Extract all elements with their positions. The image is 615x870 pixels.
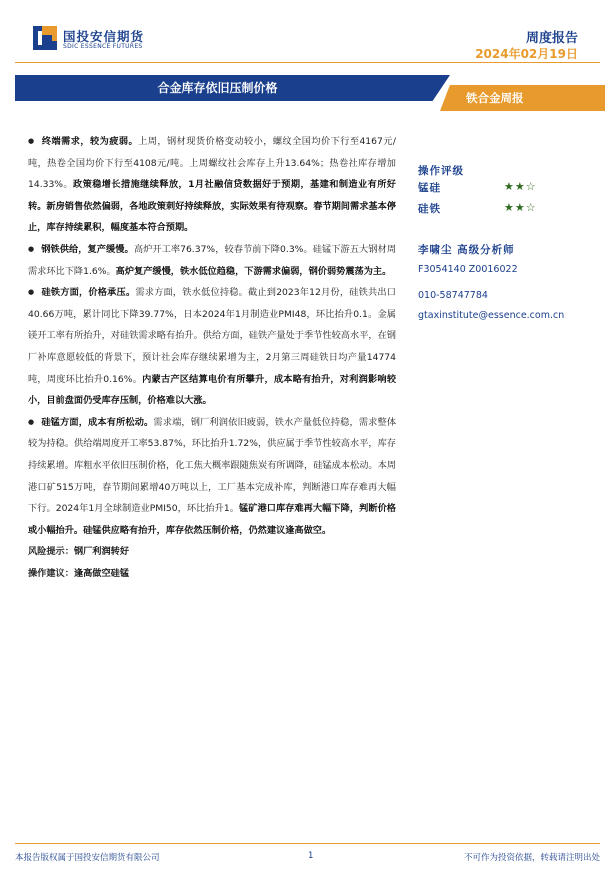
analyst-certificates: F3054140 Z0016022 [418,264,518,275]
sidebar [418,163,608,321]
logo-mark-icon [33,26,57,50]
contact-phone: 010-58747784 [418,290,488,301]
footer-disclaimer: 不可作为投资依据，转载请注明出处 [463,853,600,863]
category-tag: 铁合金周报 [466,91,524,105]
star-rating-icon: ★★☆ [504,201,537,214]
report-title: 合金库存依旧压制价格 [157,81,278,95]
logo-english-text: SDIC ESSENCE FUTURES [63,43,143,50]
star-rating-icon: ★★☆ [504,180,537,193]
rating-title: 操作评级 [418,165,464,177]
section-conclusion: 锰矿港口库存难再大幅下降，判断价格或小幅抬升。硅锰供应略有抬升，库存依然压制价格，仍然建议逢高做空。 [28,503,396,536]
contact-email[interactable]: gtaxinstitute@essence.com.cn [418,310,565,321]
section-conclusion: 内蒙古产区结算电价有所攀升，成本略有抬升，对利润影响较小，目前盘面仍受库存压制，价格难以大涨。 [28,373,397,407]
section-text: 需求端，钢厂利润依旧疲弱，铁水产量低位持稳，需求整体较为持稳。供给端周度开工率53.87%，环比抬升1.72%，供应属于季节性较高水平，库存持续累增。库粗水平依旧压制价格，化工焦大概率跟随焦炭有所调降，硅锰成本松动。本周港口矿515万吨，春节期间累增40万吨以上，工厂基本完成补库，判断港口库存难再大幅下行。2024年1月全球制造业PMI50，环比抬升1。 [28,416,397,515]
rating-name: 锰硅 [418,182,441,194]
report-body [28,131,396,584]
section-demand [28,131,396,239]
risk-text: 钢厂利润转好 [73,546,130,558]
section-lead: 硅铁方面，价格承压。 [41,287,136,299]
header-divider [15,62,600,63]
section-text: 需求方面，铁水低位持稳。截止到2023年12月份，硅铁共出口40.66万吨，累计同比下降39.77%，日本2024年1月制造业PMI48，环比抬升0.1。金属镁开工率有所抬升，对硅铁需求略有抬升。供给方面，硅铁产量处于季节性较高水平，在钢厂补库意愿较低的背景下，预计社会库存继续累增为主，2月第三周硅铁日均产量14774吨，周度环比抬升0.16%。 [28,287,396,385]
company-logo [33,26,193,52]
section-silicomanganese [28,412,396,542]
section-text: 高炉开工率76.37%，较春节前下降0.3%。硅锰下游五大钢材周需求环比下降1.6%。 [28,243,397,277]
report-date: 2024年02月19日 [475,47,578,61]
section-conclusion: 高炉复产缓慢，铁水低位趋稳，下游需求偏弱，钢价弱势震荡为主。 [115,265,392,277]
section-conclusion: 政策稳增长措施继续释放，1月社融信贷数据好于预期，基建和制造业有所好转。新房销售依然偏弱，各地政策刺好持续释放，实际效果有待观察。春节期间需求基本停止，库存持续累积，幅度基本符合预期。 [28,179,396,234]
section-steel-supply [28,239,396,282]
page-number: 1 [308,851,314,861]
section-text: 上周，钢材现货价格变动较小，螺纹全国均价下行至4167元/吨，热卷全国均价下行至4108元/吨。上周螺纹社会库存上升13.64%；热卷社库存增加14.33%。 [28,136,397,191]
logo-chinese-text: 国投安信期货 [63,29,145,44]
rating-name: 硅铁 [418,203,441,215]
section-lead: 终端需求，较为疲弱。 [41,136,139,147]
section-lead: 硅锰方面，成本有所松动。 [41,416,154,428]
section-lead: 钢铁供给，复产缓慢。 [41,243,134,255]
rating-row-ferrosilicon [418,201,608,220]
footer-divider [15,843,600,844]
risk-label: 风险提示： [28,546,74,558]
advice-label: 操作建议： [28,567,74,579]
risk-warning [28,541,396,563]
section-ferrosilicon [28,282,396,412]
advice-text: 逢高做空硅锰 [73,567,130,579]
footer-copyright: 本报告版权属于国投安信期货有限公司 [15,853,160,863]
operation-advice [28,563,396,585]
report-type: 周度报告 [525,31,578,46]
rating-row-silicomanganese [418,180,608,199]
analyst-name: 李啸尘 高级分析师 [418,244,515,256]
